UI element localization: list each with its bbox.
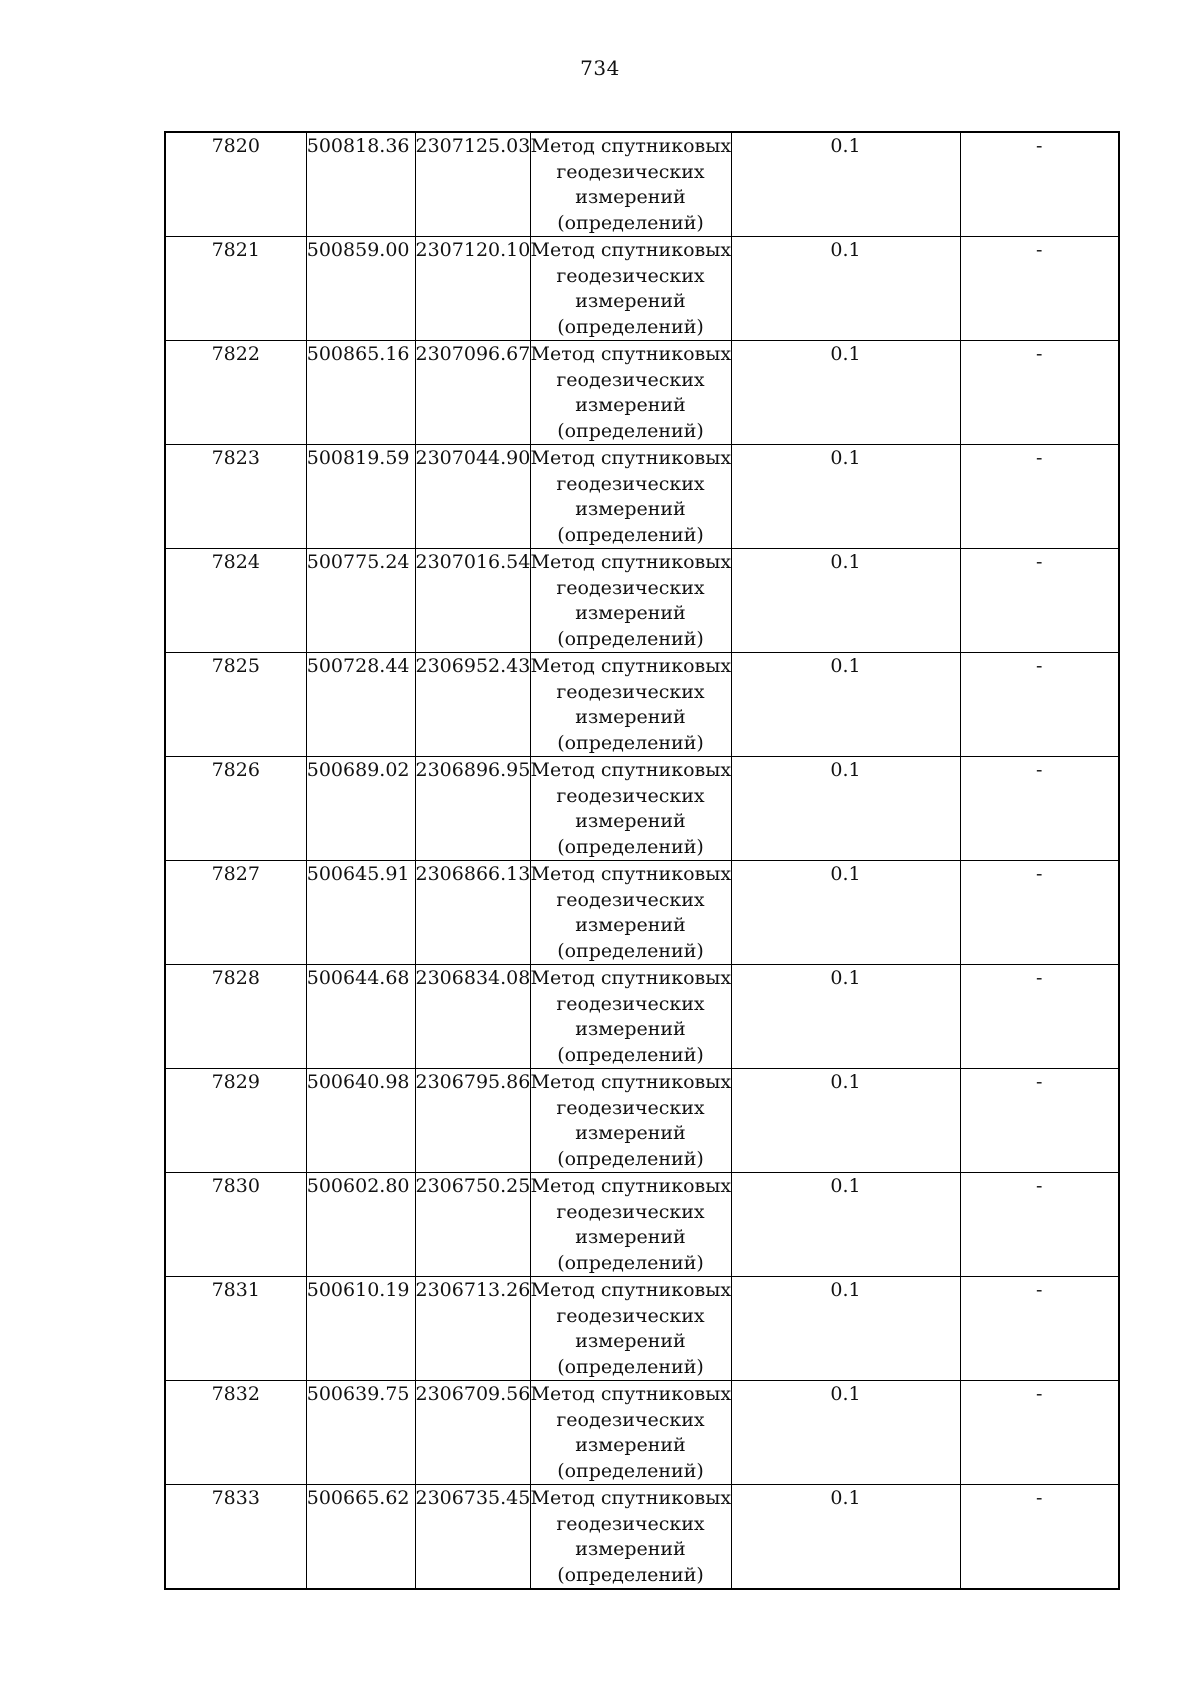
y-coordinate-cell: 2307120.10	[415, 237, 530, 341]
y-coordinate-cell: 2307125.03	[415, 132, 530, 237]
accuracy-cell: 0.1	[731, 341, 960, 445]
method-cell	[530, 341, 731, 445]
method-line: измерений	[575, 498, 686, 520]
method-cell	[530, 549, 731, 653]
point-number-cell: 7832	[165, 1381, 306, 1485]
x-coordinate-cell: 500865.16	[306, 341, 415, 445]
point-number-cell: 7820	[165, 132, 306, 237]
accuracy-cell: 0.1	[731, 1381, 960, 1485]
method-line: геодезических	[556, 1408, 705, 1431]
table-row	[165, 1381, 1119, 1485]
method-line: измерений	[575, 810, 686, 832]
x-coordinate-cell: 500859.00	[306, 237, 415, 341]
method-line: измерений	[575, 706, 686, 728]
y-coordinate-cell: 2306952.43	[415, 653, 530, 757]
description-cell: -	[960, 1069, 1119, 1173]
x-coordinate-cell: 500644.68	[306, 965, 415, 1069]
table-row	[165, 445, 1119, 549]
method-cell	[530, 653, 731, 757]
method-line: (определений)	[557, 1251, 704, 1274]
method-line: геодезических	[556, 264, 705, 287]
accuracy-cell: 0.1	[731, 1277, 960, 1381]
table-row	[165, 757, 1119, 861]
point-number-cell: 7823	[165, 445, 306, 549]
point-number-cell: 7831	[165, 1277, 306, 1381]
description-cell: -	[960, 237, 1119, 341]
method-line: геодезических	[556, 1096, 705, 1119]
method-cell	[530, 1069, 731, 1173]
point-number-cell: 7822	[165, 341, 306, 445]
method-line: Метод спутниковых	[530, 1279, 732, 1301]
method-line: геодезических	[556, 1512, 705, 1535]
method-line: измерений	[575, 1122, 686, 1144]
accuracy-cell: 0.1	[731, 549, 960, 653]
method-line: геодезических	[556, 576, 705, 599]
point-number-cell: 7825	[165, 653, 306, 757]
method-line: (определений)	[557, 1147, 704, 1170]
table-row	[165, 237, 1119, 341]
description-cell: -	[960, 1381, 1119, 1485]
y-coordinate-cell: 2306750.25	[415, 1173, 530, 1277]
method-line: измерений	[575, 1018, 686, 1040]
x-coordinate-cell: 500645.91	[306, 861, 415, 965]
x-coordinate-cell: 500610.19	[306, 1277, 415, 1381]
description-cell: -	[960, 549, 1119, 653]
accuracy-cell: 0.1	[731, 445, 960, 549]
method-line: Метод спутниковых	[530, 1071, 732, 1093]
method-cell	[530, 1277, 731, 1381]
description-cell: -	[960, 1485, 1119, 1590]
method-line: геодезических	[556, 784, 705, 807]
accuracy-cell: 0.1	[731, 861, 960, 965]
method-line: геодезических	[556, 680, 705, 703]
method-line: измерений	[575, 602, 686, 624]
description-cell: -	[960, 965, 1119, 1069]
method-line: Метод спутниковых	[530, 1383, 732, 1405]
y-coordinate-cell: 2306866.13	[415, 861, 530, 965]
method-line: Метод спутниковых	[530, 447, 732, 469]
method-line: геодезических	[556, 1304, 705, 1327]
method-line: (определений)	[557, 211, 704, 234]
table-row	[165, 1069, 1119, 1173]
table-row	[165, 549, 1119, 653]
method-line: измерений	[575, 1330, 686, 1352]
table-row	[165, 1173, 1119, 1277]
method-line: геодезических	[556, 368, 705, 391]
table-row	[165, 653, 1119, 757]
accuracy-cell: 0.1	[731, 1069, 960, 1173]
method-line: (определений)	[557, 1355, 704, 1378]
method-cell	[530, 237, 731, 341]
method-line: геодезических	[556, 160, 705, 183]
method-cell	[530, 965, 731, 1069]
description-cell: -	[960, 445, 1119, 549]
accuracy-cell: 0.1	[731, 1485, 960, 1590]
table-row	[165, 965, 1119, 1069]
accuracy-cell: 0.1	[731, 757, 960, 861]
page-number: 734	[580, 56, 620, 80]
point-number-cell: 7826	[165, 757, 306, 861]
method-line: (определений)	[557, 835, 704, 858]
method-line: (определений)	[557, 523, 704, 546]
x-coordinate-cell: 500819.59	[306, 445, 415, 549]
point-number-cell: 7830	[165, 1173, 306, 1277]
method-line: Метод спутниковых	[530, 135, 732, 157]
method-line: измерений	[575, 1538, 686, 1560]
description-cell: -	[960, 861, 1119, 965]
method-line: геодезических	[556, 992, 705, 1015]
method-line: измерений	[575, 1226, 686, 1248]
method-line: Метод спутниковых	[530, 343, 732, 365]
description-cell: -	[960, 1173, 1119, 1277]
accuracy-cell: 0.1	[731, 1173, 960, 1277]
y-coordinate-cell: 2307096.67	[415, 341, 530, 445]
y-coordinate-cell: 2306834.08	[415, 965, 530, 1069]
x-coordinate-cell: 500728.44	[306, 653, 415, 757]
y-coordinate-cell: 2306713.26	[415, 1277, 530, 1381]
point-number-cell: 7827	[165, 861, 306, 965]
x-coordinate-cell: 500640.98	[306, 1069, 415, 1173]
point-number-cell: 7833	[165, 1485, 306, 1590]
method-cell	[530, 1173, 731, 1277]
method-line: (определений)	[557, 939, 704, 962]
description-cell: -	[960, 132, 1119, 237]
method-line: Метод спутниковых	[530, 1175, 732, 1197]
method-cell	[530, 132, 731, 237]
x-coordinate-cell: 500639.75	[306, 1381, 415, 1485]
method-line: (определений)	[557, 1563, 704, 1586]
y-coordinate-cell: 2306709.56	[415, 1381, 530, 1485]
x-coordinate-cell: 500665.62	[306, 1485, 415, 1590]
method-line: измерений	[575, 394, 686, 416]
point-number-cell: 7821	[165, 237, 306, 341]
method-line: (определений)	[557, 315, 704, 338]
method-line: (определений)	[557, 419, 704, 442]
x-coordinate-cell: 500818.36	[306, 132, 415, 237]
y-coordinate-cell: 2306795.86	[415, 1069, 530, 1173]
method-cell	[530, 1381, 731, 1485]
method-cell	[530, 757, 731, 861]
method-line: Метод спутниковых	[530, 863, 732, 885]
x-coordinate-cell: 500689.02	[306, 757, 415, 861]
method-line: измерений	[575, 914, 686, 936]
method-line: Метод спутниковых	[530, 759, 732, 781]
method-line: Метод спутниковых	[530, 239, 732, 261]
table-row	[165, 132, 1119, 237]
description-cell: -	[960, 653, 1119, 757]
x-coordinate-cell: 500602.80	[306, 1173, 415, 1277]
method-cell	[530, 445, 731, 549]
method-line: измерений	[575, 1434, 686, 1456]
method-line: геодезических	[556, 888, 705, 911]
method-line: Метод спутниковых	[530, 655, 732, 677]
method-line: (определений)	[557, 1459, 704, 1482]
y-coordinate-cell: 2306896.95	[415, 757, 530, 861]
method-line: Метод спутниковых	[530, 1487, 732, 1509]
method-line: (определений)	[557, 731, 704, 754]
method-line: геодезических	[556, 472, 705, 495]
point-number-cell: 7829	[165, 1069, 306, 1173]
method-line: (определений)	[557, 627, 704, 650]
table-row	[165, 341, 1119, 445]
table-row	[165, 1277, 1119, 1381]
point-number-cell: 7824	[165, 549, 306, 653]
method-line: геодезических	[556, 1200, 705, 1223]
table-row	[165, 1485, 1119, 1590]
method-line: Метод спутниковых	[530, 967, 732, 989]
y-coordinate-cell: 2307044.90	[415, 445, 530, 549]
table-body	[165, 132, 1119, 1589]
description-cell: -	[960, 757, 1119, 861]
method-cell	[530, 1485, 731, 1590]
method-line: Метод спутниковых	[530, 551, 732, 573]
accuracy-cell: 0.1	[731, 653, 960, 757]
method-cell	[530, 861, 731, 965]
method-line: измерений	[575, 186, 686, 208]
coordinates-table	[164, 131, 1120, 1590]
description-cell: -	[960, 341, 1119, 445]
y-coordinate-cell: 2306735.45	[415, 1485, 530, 1590]
accuracy-cell: 0.1	[731, 237, 960, 341]
method-line: (определений)	[557, 1043, 704, 1066]
method-line: измерений	[575, 290, 686, 312]
description-cell: -	[960, 1277, 1119, 1381]
point-number-cell: 7828	[165, 965, 306, 1069]
table-row	[165, 861, 1119, 965]
accuracy-cell: 0.1	[731, 965, 960, 1069]
x-coordinate-cell: 500775.24	[306, 549, 415, 653]
accuracy-cell: 0.1	[731, 132, 960, 237]
y-coordinate-cell: 2307016.54	[415, 549, 530, 653]
